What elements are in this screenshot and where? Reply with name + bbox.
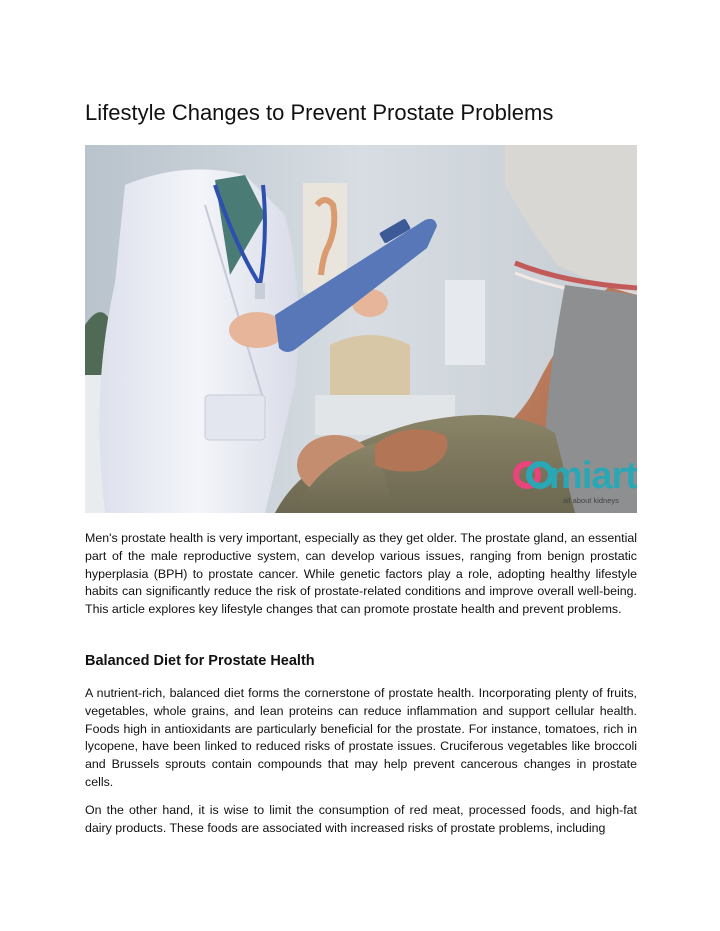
page-title: Lifestyle Changes to Prevent Prostate Problems — [85, 100, 554, 125]
diet-paragraph-2: On the other hand, it is wise to limit the consumption of red meat, processed foods, and high-fat dairy products. These foods are associated with increased risks of prostate problems, including — [85, 803, 637, 835]
section-heading-balanced-diet: Balanced Diet for Prostate Health — [85, 653, 315, 669]
logo-tagline: all about kidneys — [563, 496, 619, 505]
diet-paragraph-1: A nutrient-rich, balanced diet forms the cornerstone of prostate health. Incorporating plenty of fruits, vegetables, whole grains, and lean proteins can reduce inflammation and support cellular health. Foods high in antioxidants are particularly beneficial for the prostate. For instance, tomatoes, rich in lycopene, have been linked to reduced risks of prostate issues. Cruciferous vegetables like broccoli and Brussels sprouts contain compounds that may help prevent cancerous changes in prostate cells. — [85, 686, 637, 789]
hero-image — [85, 145, 637, 513]
window — [445, 280, 485, 365]
doctor-patient-illustration — [85, 145, 637, 513]
intro-paragraph: Men's prostate health is very important, especially as they get older. The prostate gland, an essential part of the male reproductive system, can develop various issues, ranging from benign prostatic hyperplasia (BPH) to prostate cancer. While genetic factors play a role, adopting healthy lifestyle habits can significantly reduce the risk of prostate-related conditions and improve overall well-being. This article explores key lifestyle changes that can promote prostate health and prevent problems. — [85, 531, 637, 617]
chair — [330, 335, 410, 395]
logo-brand: miart — [549, 455, 637, 497]
